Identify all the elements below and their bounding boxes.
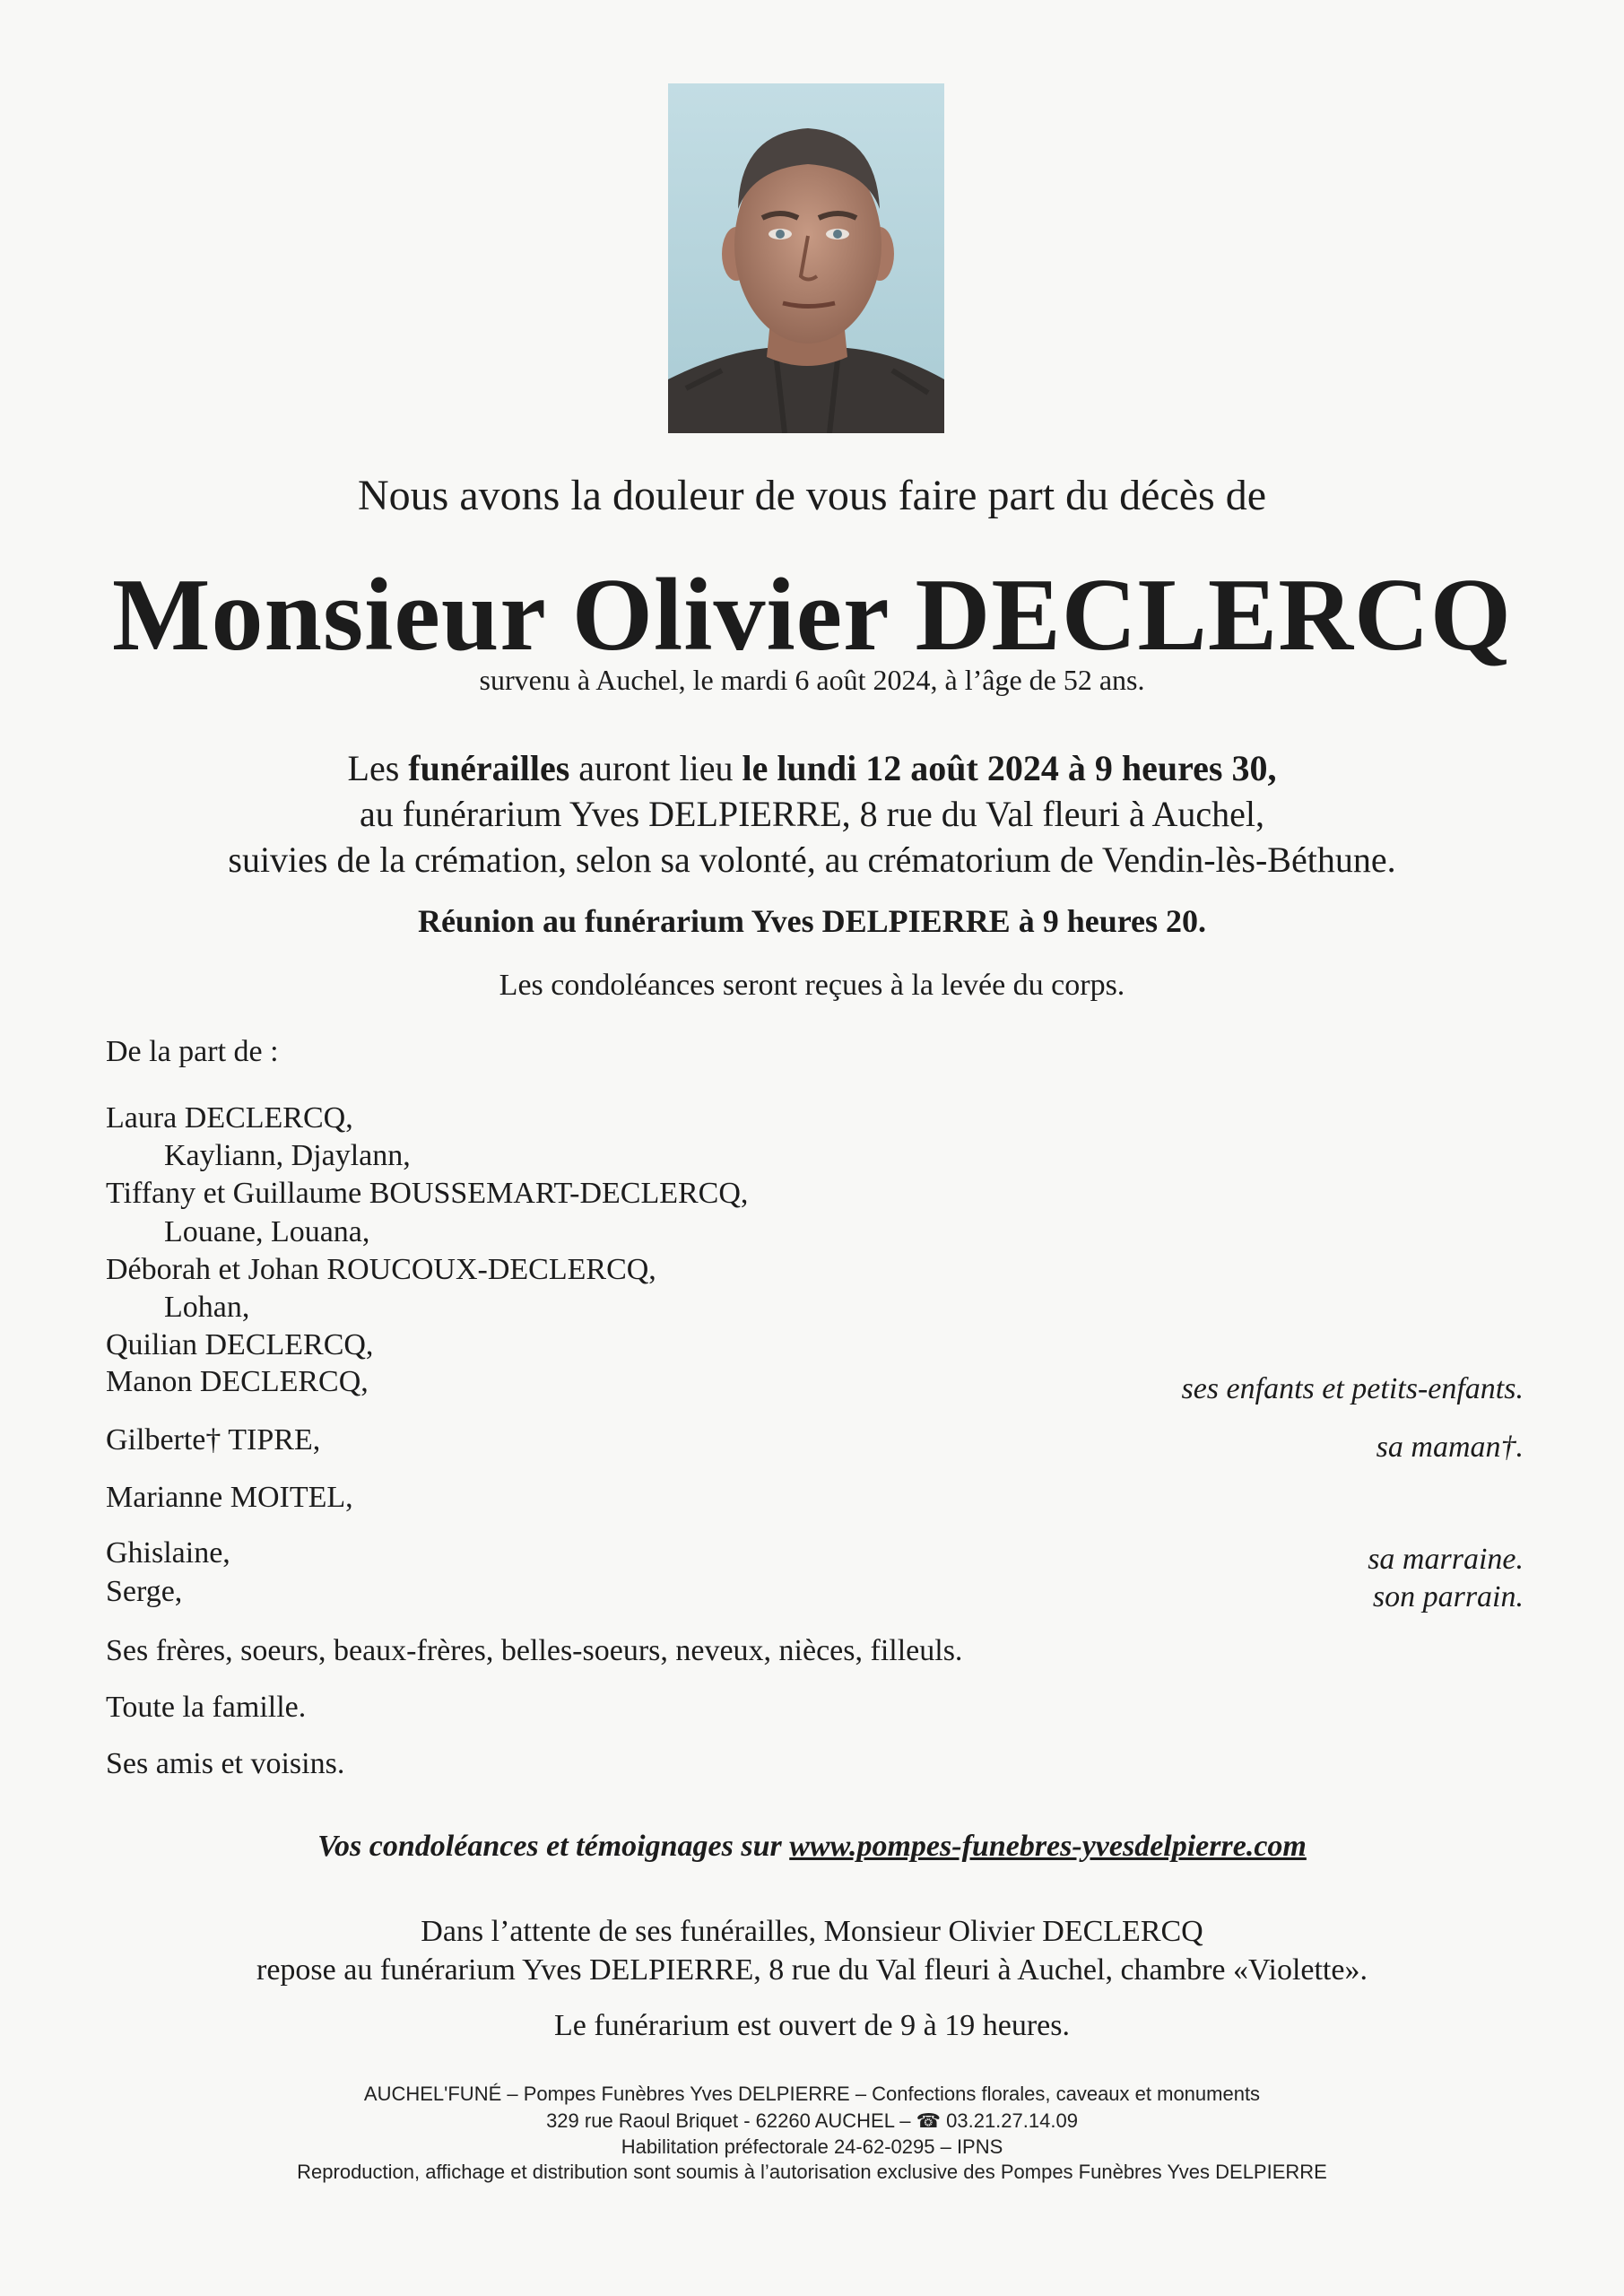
family-line: Serge, <box>106 1575 183 1608</box>
website-link[interactable]: www.pompes-funebres-yvesdelpierre.com <box>789 1830 1307 1863</box>
footer-line-2: 329 rue Raoul Briquet - 62260 AUCHEL – ☎ 03.21.27.14.09 <box>546 2109 1078 2132</box>
funeral-line-1-a: Les <box>347 748 409 788</box>
funeral-word: funérailles <box>408 748 570 788</box>
family-line: Ghislaine, <box>106 1536 230 1570</box>
family-line: Lohan, <box>164 1291 250 1324</box>
family-line: Toute la famille. <box>106 1691 307 1724</box>
relation-label: sa maman†. <box>1376 1431 1524 1464</box>
funeral-date: le lundi 12 août 2024 à 9 heures 30, <box>742 748 1277 788</box>
funeral-line-2: au funérarium Yves DELPIERRE, 8 rue du Val fleuri à Auchel, <box>359 794 1265 834</box>
opening-hours: Le funérarium est ouvert de 9 à 19 heures. <box>554 2009 1070 2042</box>
de-la-part-label: De la part de : <box>106 1035 279 1068</box>
family-line: Déborah et Johan ROUCOUX-DECLERCQ, <box>106 1253 656 1286</box>
reunion-notice: Réunion au funérarium Yves DELPIERRE à 9 heures 20. <box>417 903 1207 939</box>
footer-line-4: Reproduction, affichage et distribution sont soumis à l’autorisation exclusive des Pompes Funèbres Yves DELPIERRE <box>297 2161 1327 2183</box>
website-prompt: Vos condoléances et témoignages sur <box>317 1830 790 1863</box>
family-line: Ses frères, soeurs, beaux-frères, belles-soeurs, neveux, nièces, filleuls. <box>106 1634 963 1667</box>
attente-line-2: repose au funérarium Yves DELPIERRE, 8 rue du Val fleuri à Auchel, chambre «Violette». <box>256 1953 1368 1987</box>
deceased-name: Monsieur Olivier DECLERCQ <box>112 558 1512 673</box>
family-line: Ses amis et voisins. <box>106 1747 345 1780</box>
condolences-notice: Les condoléances seront reçues à la levée du corps. <box>499 969 1125 1002</box>
family-line: Louane, Louana, <box>164 1215 370 1248</box>
family-line: Gilberte† TIPRE, <box>106 1423 321 1457</box>
funeral-line-1-c: auront lieu <box>569 748 743 788</box>
family-line: Laura DECLERCQ, <box>106 1101 353 1135</box>
family-line: Quilian DECLERCQ, <box>106 1328 374 1361</box>
relation-label: son parrain. <box>1372 1580 1524 1613</box>
attente-line-1: Dans l’attente de ses funérailles, Monsieur Olivier DECLERCQ <box>421 1915 1203 1948</box>
funeral-line-1 <box>0 747 1624 789</box>
footer-line-1: AUCHEL'FUNÉ – Pompes Funèbres Yves DELPIERRE – Confections florales, caveaux et monuments <box>363 2083 1261 2105</box>
website-line <box>0 1830 1624 1864</box>
portrait-photo <box>668 83 944 433</box>
family-line: Kayliann, Djaylann, <box>164 1139 411 1172</box>
death-details: survenu à Auchel, le mardi 6 août 2024, à l’âge de 52 ans. <box>479 664 1145 696</box>
family-line: Tiffany et Guillaume BOUSSEMART-DECLERCQ, <box>106 1177 749 1210</box>
family-line: Manon DECLERCQ, <box>106 1365 369 1398</box>
intro-text: Nous avons la douleur de vous faire part du décès de <box>357 472 1266 519</box>
funeral-line-3: suivies de la crémation, selon sa volonté, au crématorium de Vendin-lès-Béthune. <box>228 839 1396 880</box>
footer-line-3: Habilitation préfectorale 24-62-0295 – IPNS <box>621 2135 1003 2158</box>
relation-label: ses enfants et petits-enfants. <box>1181 1372 1524 1405</box>
family-line: Marianne MOITEL, <box>106 1481 353 1514</box>
relation-label: sa marraine. <box>1368 1543 1524 1576</box>
